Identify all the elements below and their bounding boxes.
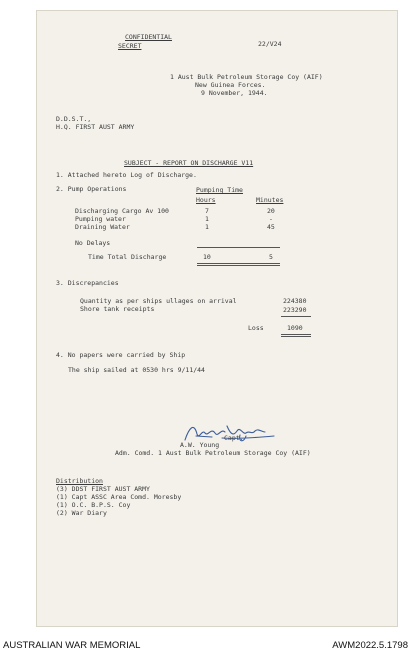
footer-institution: AUSTRALIAN WAR MEMORIAL — [3, 640, 141, 651]
classification-stamp: CONFIDENTIAL — [125, 33, 172, 41]
pump-row-hours: 7 — [205, 207, 209, 215]
addressee-line-2: H.Q. FIRST AUST ARMY — [56, 123, 135, 131]
location: New Guinea Forces. — [195, 81, 266, 89]
hours-heading: Hours — [196, 196, 216, 204]
total-hours: 10 — [203, 253, 211, 261]
date: 9 November, 1944. — [201, 89, 268, 97]
subject-line: SUBJECT - REPORT ON DISCHARGE V11 — [124, 159, 254, 167]
item-3-label: 3. Discrepancies — [56, 279, 119, 287]
signatory-name: A.W. Young — [180, 441, 220, 449]
document-page — [36, 10, 398, 627]
total-discharge-label: Time Total Discharge — [88, 253, 167, 261]
unit-name: 1 Aust Bulk Petroleum Storage Coy (AIF) — [170, 73, 323, 81]
no-delays-note: No Delays — [75, 239, 111, 247]
discrepancy-row-value: 224380 — [283, 297, 307, 305]
loss-label: Loss — [248, 324, 264, 332]
item-1: 1. Attached hereto Log of Discharge. — [56, 171, 197, 179]
distribution-item: (1) O.C. B.P.S. Coy — [56, 501, 131, 509]
item-4-line-2: The ship sailed at 0530 hrs 9/11/44 — [68, 366, 205, 374]
item-4-line-1: 4. No papers were carried by Ship — [56, 351, 186, 359]
discrepancy-row-label: Quantity as per ships ullages on arrival — [80, 297, 237, 305]
pump-row-minutes: - — [269, 215, 273, 223]
distribution-item: (1) Capt ASSC Area Comd. Moresby — [56, 493, 182, 501]
loss-value: 1090 — [287, 324, 303, 332]
distribution-item: (2) War Diary — [56, 509, 107, 517]
subtotal-rule — [197, 247, 280, 248]
reference-number: 22/V24 — [258, 40, 282, 48]
addressee-line-1: D.D.S.T., — [56, 115, 92, 123]
discrepancy-row-label: Shore tank receipts — [80, 305, 155, 313]
discrepancy-row-value: 223290 — [283, 306, 307, 314]
pumping-time-heading: Pumping Time — [196, 186, 243, 194]
distribution-heading: Distribution — [56, 477, 103, 485]
rank: Capt. — [224, 434, 244, 442]
total-minutes: 5 — [269, 253, 273, 261]
classification-sub: SECRET — [118, 42, 142, 50]
pump-row-label: Draining Water — [75, 223, 130, 231]
pump-row-hours: 1 — [205, 223, 209, 231]
distribution-item: (3) DDST FIRST AUST ARMY — [56, 485, 150, 493]
pump-row-hours: 1 — [205, 215, 209, 223]
total-rule — [197, 263, 280, 266]
pump-row-label: Discharging Cargo Av 100 — [75, 207, 169, 215]
loss-rule — [281, 316, 311, 317]
item-2-label: 2. Pump Operations — [56, 185, 127, 193]
pump-row-minutes: 45 — [267, 223, 275, 231]
minutes-heading: Minutes — [256, 196, 284, 204]
pump-row-minutes: 20 — [267, 207, 275, 215]
loss-total-rule — [281, 334, 311, 337]
signatory-title: Adm. Comd. 1 Aust Bulk Petroleum Storage Coy (AIF) — [115, 449, 311, 457]
footer-accession-number: AWM2022.5.1798 — [332, 640, 408, 651]
pump-row-label: Pumping water — [75, 215, 126, 223]
